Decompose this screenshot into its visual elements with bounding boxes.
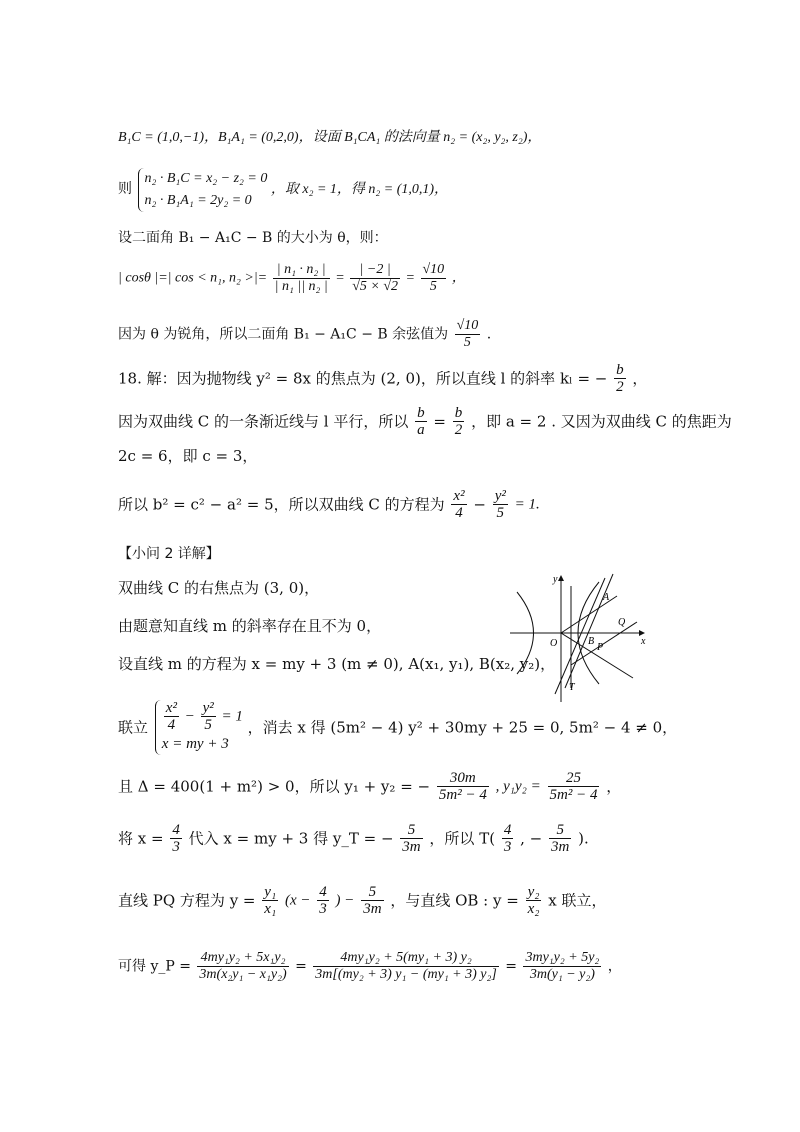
text: 所以 b² = c² − a² = 5，所以双曲线 C 的方程为 xyxy=(118,495,445,514)
fraction-denominator: 5 xyxy=(204,717,212,733)
fraction-numerator: 5 xyxy=(549,822,571,839)
fraction-4-3 xyxy=(170,822,182,855)
cos-left: | cosθ |=| cos < n₁, n₂ >|= xyxy=(118,270,268,286)
text: 可得 y_P = xyxy=(118,958,191,975)
text-end: ，即 a = 2 . 又因为双曲线 C 的焦距为 xyxy=(471,412,732,431)
line-end: . xyxy=(486,326,492,343)
fraction-denominator: 5 xyxy=(429,279,437,294)
fraction-y2-x2 xyxy=(526,884,542,917)
equation-hyperbola: $\frac{\text{x²}}{4}$ − $\frac{\text{y²}}{5}$ = 1 xyxy=(165,700,243,733)
fraction-numerator: 30m xyxy=(437,770,489,787)
label-q: Q xyxy=(618,617,626,628)
fraction-numerator: 5 xyxy=(400,822,422,839)
text-suffix: ，消去 x 得 (5m² − 4) y² + 30my + 25 = 0, 5m² − 4 ≠ 0， xyxy=(247,718,678,737)
label-x: x xyxy=(641,636,646,647)
fraction-5-3m xyxy=(361,884,383,917)
fraction-denominator: 5m² − 4 xyxy=(438,787,487,803)
text-4: , − xyxy=(520,829,543,848)
fraction-denominator: x₂ xyxy=(527,901,540,917)
fraction-y2-5 xyxy=(493,488,508,521)
fraction-y2-5 xyxy=(201,700,216,733)
fraction-denominator: a xyxy=(417,422,425,438)
fraction-y1-x1 xyxy=(262,884,278,917)
fraction-denominator: 3 xyxy=(172,839,180,855)
fraction-slope xyxy=(614,362,626,395)
minus: − xyxy=(473,495,486,514)
line-acute-angle xyxy=(118,318,491,351)
fraction-x2-4 xyxy=(164,700,179,733)
fraction-denominator: 2 xyxy=(454,422,463,438)
fraction-1 xyxy=(197,950,288,983)
fraction-numerator: | n₁ · n₂ | xyxy=(273,262,330,279)
line-normal-vector-system xyxy=(118,168,448,212)
label-o: O xyxy=(550,638,558,649)
line-hyperbola-equation xyxy=(118,488,540,521)
equation-system xyxy=(155,700,243,755)
fraction-5-3m xyxy=(400,822,422,855)
line-asymptote xyxy=(118,405,732,438)
line-right-focus: 双曲线 C 的右焦点为 (3, 0)， xyxy=(118,579,320,597)
fraction-4-3 xyxy=(317,884,329,917)
text-4: ，与直线 OB : y = xyxy=(390,891,519,910)
fraction-denominator: 3m xyxy=(402,839,421,855)
fraction-numerator: y² xyxy=(494,488,506,504)
line-end: x 联立， xyxy=(548,891,607,910)
line-m xyxy=(555,578,605,694)
fraction-denominator: √5 × √2 xyxy=(352,279,399,294)
line-end: ， xyxy=(606,777,622,796)
text-3: ) − xyxy=(335,892,355,909)
fraction-numerator: 4 xyxy=(503,822,512,838)
fraction-numerator: y² xyxy=(202,700,214,716)
fraction-numerator: 5 xyxy=(361,884,383,901)
fraction-denominator: 5m² − 4 xyxy=(549,787,598,803)
line-pq xyxy=(571,622,637,665)
text-suffix: ，取 x₂ = 1，得 n₂ = (1,0,1)， xyxy=(270,182,449,197)
fraction-numerator: 25 xyxy=(548,770,600,787)
fraction-product xyxy=(548,770,600,803)
line-cos-theta: | cosθ |=| cos < n₁, n₂ >|= $\frac{\text{| n₁ · n₂ |}}{\text{| n₁ || n₂ |}}$ = $\frac{| -2 |}{√5 \times √2}$ = $\frac{√10}{5}$ ， xyxy=(118,262,466,294)
fraction-denominator: 3m[(my₂ + 3) y₁ − (my₁ + 3) y₂] xyxy=(315,967,497,982)
text: 因为双曲线 C 的一条渐近线与 l 平行，所以 xyxy=(118,412,409,431)
line-yp-expression xyxy=(118,950,622,983)
fraction-numerator: | −2 | xyxy=(350,262,400,279)
line-line-m: 设直线 m 的方程为 x = my + 3 (m ≠ 0), A(x₁, y₁), B(x₂, y₂)， xyxy=(118,655,556,673)
line-problem-18 xyxy=(118,362,647,395)
fraction-cos-value xyxy=(455,318,481,351)
fraction-numerator: 3my₁y₂ + 5y₂ xyxy=(525,950,600,965)
section-heading: 【小问 2 详解】 xyxy=(118,546,220,562)
y-axis-arrow xyxy=(558,575,564,581)
line-point-t xyxy=(118,822,589,855)
equation-end: = 1. xyxy=(514,496,540,513)
fraction-4-3-b xyxy=(502,822,514,855)
fraction-x2-4 xyxy=(451,488,466,521)
text-3: ，所以 T( xyxy=(429,829,496,848)
fraction-denominator: 2 xyxy=(616,379,624,395)
equation-system xyxy=(138,168,268,212)
fraction-denominator: x₁ xyxy=(264,901,277,917)
equals-2: = xyxy=(505,958,518,975)
fraction-numerator: b xyxy=(616,362,624,378)
line-dihedral-angle: 设二面角 B₁ − A₁C − B 的大小为 θ，则： xyxy=(118,230,388,246)
fraction-numerator: 4my₁y₂ + 5(my₁ + 3) y₂ xyxy=(313,950,499,967)
line-focal-distance: 2c = 6，即 c = 3， xyxy=(118,447,258,465)
fraction-denominator: 3m xyxy=(551,839,570,855)
fraction-denominator: 3 xyxy=(503,839,512,855)
fraction-1 xyxy=(273,262,330,295)
fraction-numerator: √10 xyxy=(422,262,445,277)
fraction-denominator: 5 xyxy=(463,335,471,350)
line-end: ， xyxy=(451,270,466,286)
label-b: B xyxy=(588,636,595,647)
label-a: A xyxy=(603,592,610,603)
fraction-numerator: 4my₁y₂ + 5x₁y₂ xyxy=(197,950,288,967)
text-1: 直线 PQ 方程为 y = xyxy=(118,891,256,910)
fraction-numerator: 4 xyxy=(319,884,327,900)
label-p: P xyxy=(597,642,604,653)
fraction-b-over-a xyxy=(415,405,427,438)
fraction-denominator: | n₁ || n₂ | xyxy=(274,279,328,294)
equation-1: n₂ · B₁C = x₂ − z₂ = 0 xyxy=(144,171,268,186)
fraction-denominator: 3 xyxy=(319,901,327,917)
line-simultaneous xyxy=(118,700,677,755)
line-vectors: B₁C = (1,0,−1)，B₁A₁ = (0,2,0)，设面 B₁CA₁ 的法向量 n₂ = (x₂, y₂, z₂)， xyxy=(118,130,542,145)
text: 18. 解：因为抛物线 y² = 8x 的焦点为 (2, 0)，所以直线 l 的斜率 kₗ = − xyxy=(118,369,608,388)
fraction-numerator: x² xyxy=(165,700,177,716)
fraction-denominator: 4 xyxy=(455,505,463,521)
fraction-b-over-2 xyxy=(453,405,465,438)
fraction-5-3m-b xyxy=(549,822,571,855)
fraction-3 xyxy=(523,950,601,983)
fraction-sum xyxy=(437,770,489,803)
line-discriminant xyxy=(118,770,621,803)
fraction-denominator: 3m xyxy=(363,901,382,917)
fraction-numerator: x² xyxy=(453,488,465,504)
fraction-numerator: b xyxy=(454,405,463,421)
text: 因为 θ 为锐角，所以二面角 B₁ − A₁C − B 余弦值为 xyxy=(118,326,449,343)
fraction-numerator: b xyxy=(417,405,425,421)
fraction-numerator: 4 xyxy=(172,822,180,838)
fraction-numerator: y₁ xyxy=(264,884,277,900)
equals: = xyxy=(295,958,307,975)
fraction-denominator: 3m(x₂y₁ − x₁y₂) xyxy=(199,967,287,982)
text-prefix: 则 xyxy=(118,182,132,197)
fraction-numerator: y₂ xyxy=(527,884,540,900)
text-prefix: 联立 xyxy=(118,718,149,737)
label-t: T xyxy=(569,682,575,693)
fraction-denominator: 3m(y₁ − y₂) xyxy=(529,967,595,982)
equation-2: n₂ · B₁A₁ = 2y₂ = 0 xyxy=(144,193,252,208)
equation-end: = 1 xyxy=(221,708,243,725)
line-end: ， xyxy=(632,369,648,388)
line-end: ). xyxy=(578,829,589,848)
fraction-numerator: √10 xyxy=(456,318,479,333)
fraction-3 xyxy=(421,262,447,295)
equals: = xyxy=(433,412,446,431)
hyperbola-figure xyxy=(505,570,655,705)
fraction-denominator: 4 xyxy=(167,717,176,733)
equation-line: x = my + 3 xyxy=(161,736,229,752)
line-end: ， xyxy=(607,958,622,975)
text: 且 Δ = 400(1 + m²) > 0，所以 y₁ + y₂ = − xyxy=(118,777,431,796)
fraction-2 xyxy=(313,950,499,983)
line-pq-equation xyxy=(118,884,607,917)
text-1: 将 x = xyxy=(118,829,164,848)
text-mid: , y₁y₂ = xyxy=(495,778,541,795)
text-2: 代入 x = my + 3 得 y_T = − xyxy=(188,829,394,848)
text-2: (x − xyxy=(284,892,311,909)
fraction-2 xyxy=(350,262,400,295)
label-y: y xyxy=(553,574,558,585)
fraction-denominator: 5 xyxy=(496,505,505,521)
line-slope-exists: 由题意知直线 m 的斜率存在且不为 0， xyxy=(118,617,382,635)
